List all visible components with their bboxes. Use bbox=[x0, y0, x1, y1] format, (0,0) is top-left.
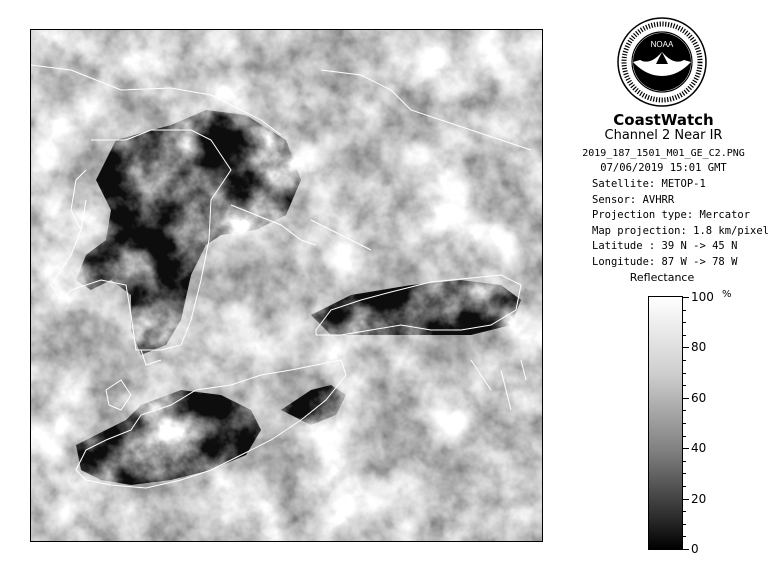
channel-title: Channel 2 Near IR bbox=[604, 128, 723, 143]
colorbar-minor-tick bbox=[682, 310, 686, 311]
colorbar-major-tick bbox=[682, 398, 689, 399]
longitude-line: Longitude: 87 W -> 78 W bbox=[592, 255, 738, 268]
colorbar-minor-tick bbox=[682, 385, 686, 386]
satellite-image bbox=[30, 29, 543, 542]
colorbar-minor-tick bbox=[682, 473, 686, 474]
file-name: 2019_187_1501_M01_GE_C2.PNG bbox=[582, 148, 745, 159]
colorbar-tick-label: 100 bbox=[691, 290, 714, 304]
colorbar-minor-tick bbox=[682, 461, 686, 462]
colorbar-tick-label: 60 bbox=[691, 390, 707, 405]
map-projection-line: Map projection: 1.8 km/pixel bbox=[592, 224, 770, 237]
colorbar-major-tick bbox=[682, 499, 689, 500]
colorbar-tick-label: 40 bbox=[691, 441, 707, 456]
colorbar-tick-label: 0 bbox=[691, 542, 699, 556]
metadata-list bbox=[592, 177, 769, 270]
colorbar-minor-tick bbox=[682, 360, 686, 361]
satellite-line: Satellite: METOP-1 bbox=[592, 178, 706, 190]
colorbar-minor-tick bbox=[682, 536, 686, 537]
logo-text: NOAA bbox=[650, 40, 674, 49]
colorbar-major-tick bbox=[682, 347, 689, 348]
colorbar-unit: % bbox=[722, 289, 732, 300]
colorbar-minor-tick bbox=[682, 322, 686, 323]
noaa-logo-icon bbox=[616, 16, 708, 108]
colorbar-minor-tick bbox=[682, 410, 686, 411]
sensor-line: Sensor: AVHRR bbox=[592, 193, 675, 206]
colorbar-minor-tick bbox=[682, 486, 686, 487]
latitude-line: Latitude : 39 N -> 45 N bbox=[592, 240, 738, 252]
colorbar-major-tick bbox=[682, 549, 689, 550]
colorbar-minor-tick bbox=[682, 524, 686, 525]
colorbar-gradient bbox=[648, 296, 683, 550]
projection-type-line: Projection type: Mercator bbox=[592, 209, 751, 221]
satellite-imagery-svg bbox=[31, 30, 542, 541]
colorbar-tick-label: 80 bbox=[691, 340, 707, 355]
colorbar-tick-label: 20 bbox=[691, 491, 707, 506]
colorbar-minor-tick bbox=[682, 335, 686, 336]
colorbar-ticks bbox=[682, 290, 742, 556]
colorbar-major-tick bbox=[682, 448, 689, 449]
brand-title: CoastWatch bbox=[613, 111, 714, 129]
colorbar-title: Reflectance bbox=[629, 271, 695, 284]
cloud-cover bbox=[31, 30, 542, 541]
colorbar-minor-tick bbox=[682, 423, 686, 424]
colorbar-major-tick bbox=[682, 297, 689, 298]
colorbar-minor-tick bbox=[682, 511, 686, 512]
acquisition-datetime: 07/06/2019 15:01 GMT bbox=[600, 162, 727, 174]
colorbar-minor-tick bbox=[682, 436, 686, 437]
colorbar-minor-tick bbox=[682, 373, 686, 374]
noaa-logo bbox=[616, 16, 708, 108]
